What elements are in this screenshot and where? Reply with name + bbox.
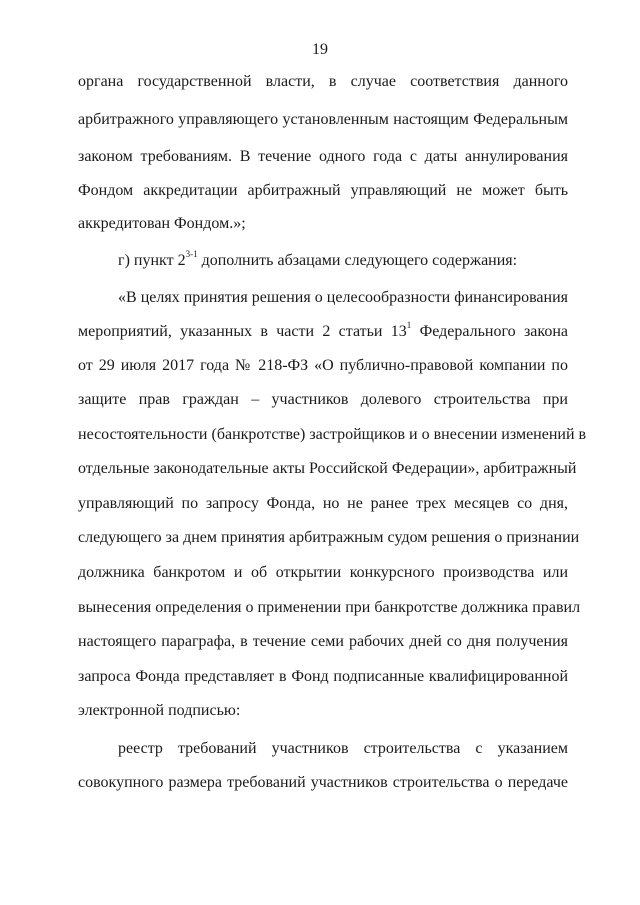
paragraph-line: защите прав граждан – участников долевого строительства при <box>78 391 568 408</box>
paragraph-line-sup <box>118 248 568 271</box>
paragraph-line: Фондом аккредитации арбитражный управляющий не может быть <box>78 182 568 199</box>
paragraph-line: несостоятельности (банкротстве) застройщиков и о внесении изменений в <box>78 426 587 443</box>
line-text: Федерального закона <box>411 323 568 340</box>
paragraph-line: от 29 июля 2017 года № 218-ФЗ «О публично-правовой компании по <box>78 357 568 374</box>
line-text: дополнить абзацами следующего содержания: <box>197 252 518 269</box>
paragraph-line: настоящего параграфа, в течение семи рабочих дней со дня получения <box>78 633 568 650</box>
paragraph-line: реестр требований участников строительства с указанием <box>118 740 568 757</box>
paragraph-line: запроса Фонда представляет в Фонд подписанные квалифицированной <box>78 668 568 685</box>
line-text: мероприятий, указанных в части 2 статьи 13 <box>78 323 407 340</box>
superscript: 3-1 <box>185 248 198 259</box>
paragraph-line: законом требованиям. В течение одного года с даты аннулирования <box>78 148 568 165</box>
paragraph-line: совокупного размера требований участников строительства о передаче <box>78 774 568 791</box>
page-number: 19 <box>312 41 328 58</box>
paragraph-line: вынесения определения о применении при банкротстве должника правил <box>78 599 581 616</box>
line-text: г) пункт 2 <box>118 252 186 269</box>
paragraph-line: отдельные законодательные акты Российской Федерации», арбитражный <box>78 460 577 477</box>
paragraph-line: должника банкротом и об открытии конкурсного производства или <box>78 564 568 581</box>
paragraph-line: органа государственной власти, в случае соответствия данного <box>78 73 568 90</box>
paragraph-line-sup <box>78 319 568 342</box>
paragraph-line: «В целях принятия решения о целесообразности финансирования <box>118 289 568 306</box>
superscript: 1 <box>406 319 412 330</box>
paragraph-line: электронной подписью: <box>78 702 241 719</box>
paragraph-line: аккредитован Фондом.»; <box>78 215 246 232</box>
paragraph-line: арбитражного управляющего установленным настоящим Федеральным <box>78 111 568 128</box>
paragraph-line: управляющий по запросу Фонда, но не ранее трех месяцев со дня, <box>78 495 568 512</box>
paragraph-line: следующего за днем принятия арбитражным судом решения о признании <box>78 529 580 546</box>
